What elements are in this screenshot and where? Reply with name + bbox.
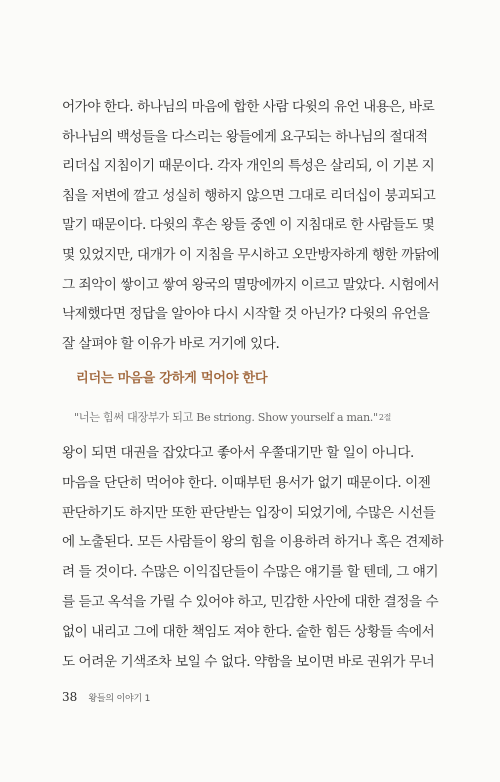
scripture-verse-ref: 2절: [378, 413, 391, 422]
page-number: 38: [62, 690, 78, 704]
body-line: 왕이 되면 대권을 잡았다고 좋아서 우쭐대기만 할 일이 아니다.: [62, 445, 414, 461]
body-line: 하나님의 백성들을 다스리는 왕들에게 요구되는 하나님의 절대적: [62, 128, 428, 145]
section-heading: 리더는 마음을 강하게 먹어야 한다: [76, 371, 268, 386]
scripture-quote-text: "너는 힘써 대장부가 되고 Be striong. Show yourself a man.": [74, 411, 378, 424]
body-line: 어가야 한다. 하나님의 마음에 합한 사람 다윗의 유언 내용은, 바로: [62, 99, 435, 115]
body-line: 없이 내리고 그에 대한 책임도 져야 한다. 숱한 힘든 상황들 속에서: [62, 623, 435, 640]
body-line: 도 어려운 기색조차 보일 수 없다. 약함을 보이면 바로 권위가 무너: [62, 653, 435, 670]
body-line: 마음을 단단히 먹어야 한다. 이때부턴 용서가 없기 때문이다. 이젠: [62, 474, 431, 491]
body-line: 를 듣고 옥석을 가릴 수 있어야 하고, 민감한 사안에 대한 결정을 수: [62, 593, 439, 610]
body-line: 그 죄악이 쌓이고 쌓여 왕국의 멸망에까지 이르고 말았다. 시험에서: [62, 276, 440, 293]
body-line: 판단하기도 하지만 또한 판단받는 입장이 되었기에, 수많은 시선들: [62, 504, 436, 521]
body-line: 말기 때문이다. 다윗의 후손 왕들 중엔 이 지침대로 한 사람들도 몇: [62, 217, 435, 234]
body-line: 에 노출된다. 모든 사람들이 왕의 힘을 이용하려 하거나 혹은 견제하: [62, 534, 444, 551]
page-footer: [62, 686, 150, 705]
body-line: 잘 살펴야 할 이유가 바로 거기에 있다.: [62, 335, 280, 352]
running-title: 왕들의 이야기 1: [88, 694, 151, 704]
body-line: 려 들 것이다. 수많은 이익집단들이 수많은 얘기를 할 텐데, 그 얘기: [62, 564, 439, 581]
body-line: 침을 저변에 깔고 성실히 행하지 않으면 그대로 리더십이 붕괴되고: [62, 187, 436, 204]
scripture-quote: [74, 409, 391, 425]
body-paragraph-bottom: [62, 439, 444, 677]
body-line: 낙제했다면 정답을 알아야 다시 시작할 것 아닌가? 다윗의 유언을: [62, 306, 430, 323]
body-line: 몇 있었지만, 대개가 이 지침을 무시하고 오만방자하게 행한 까닭에: [62, 246, 440, 263]
body-line: 리더십 지침이기 때문이다. 각자 개인의 특성은 살리되, 이 기본 지: [62, 158, 435, 175]
body-paragraph-top: [62, 93, 438, 359]
